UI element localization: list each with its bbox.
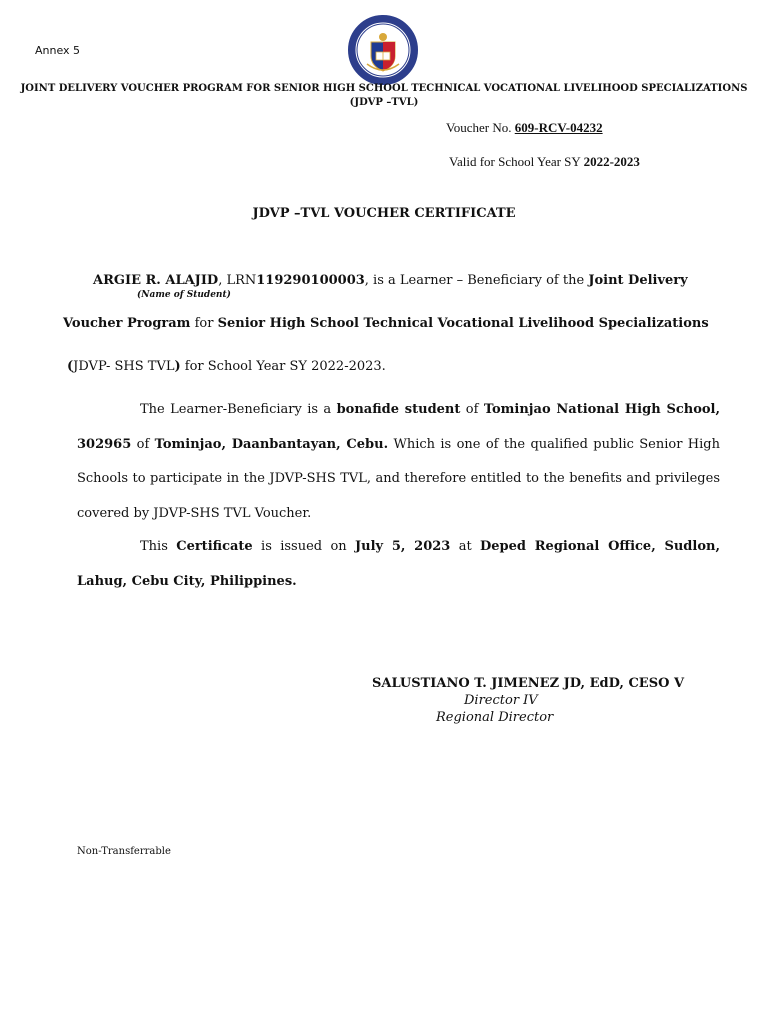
annex-label: Annex 5 — [35, 44, 81, 57]
issue-place: Deped Regional Office, Sudlon, Lahug, Cebu City, Philippines. — [77, 539, 720, 589]
program-name-c: Senior High School Technical Vocational Livelihood Specializations — [217, 316, 709, 331]
program-title — [0, 82, 768, 110]
para2-t5: at — [450, 539, 481, 554]
non-transferrable-note: Non-Transferrable — [77, 846, 171, 857]
para2-t2: Certificate — [176, 539, 253, 554]
para1-t2: bonafide student — [336, 402, 461, 417]
issuance-paragraph — [77, 530, 720, 599]
lrn-prefix: , LRN — [218, 273, 257, 288]
para2-t1: This — [140, 539, 177, 554]
signatory-title-1: Director IV — [464, 693, 538, 708]
abbrev-text: JDVP- SHS TVL — [73, 359, 175, 374]
deped-seal-icon — [347, 14, 419, 86]
para1-t1: The Learner-Beneficiary is a — [140, 402, 337, 417]
valid-school-year-line — [449, 154, 640, 170]
para1-t5: of — [131, 436, 155, 452]
learner-text-a: , is a Learner – Beneficiary of the — [364, 273, 589, 288]
voucher-number-line — [446, 120, 603, 136]
program-name-b: for — [190, 316, 218, 331]
program-title-line1: JOINT DELIVERY VOUCHER PROGRAM FOR SENIOR HIGH SCHOOL TECHNICAL VOCATIONAL LIVELIHOOD SPECIALIZATIONS — [20, 83, 748, 94]
beneficiary-paragraph — [77, 393, 720, 531]
signatory-name: SALUSTIANO T. JIMENEZ JD, EdD, CESO V — [372, 676, 685, 691]
abbrev-open: ( — [67, 359, 74, 374]
issue-date: July 5, 2023 — [355, 539, 451, 554]
name-caption: (Name of Student) — [137, 290, 231, 300]
valid-school-year-label: Valid for School Year SY — [449, 154, 584, 169]
learner-text-b: Joint Delivery — [588, 273, 688, 288]
valid-school-year: 2022-2023 — [583, 154, 640, 169]
program-name-a: Voucher Program — [63, 316, 191, 331]
program-abbrev-line — [67, 359, 386, 374]
student-name: ARGIE R. ALAJID — [93, 273, 219, 288]
signatory-title-2: Regional Director — [436, 710, 554, 725]
para2-t3: is issued on — [252, 539, 356, 554]
abbrev-rest: for School Year SY 2022-2023. — [180, 359, 386, 374]
para1-t7: Which is one of the qualified public Senior High Schools to participate in the JDVP-SHS TVL, and therefore entitled to the benefits and privileges covered by JDVP-SHS TVL Voucher. — [77, 436, 721, 521]
school-location: Tominjao, Daanbantayan, Cebu. — [154, 436, 389, 452]
voucher-number-label: Voucher No. — [446, 120, 515, 135]
lrn-number: 119290100003 — [256, 273, 365, 288]
program-line — [63, 316, 709, 331]
learner-line — [93, 273, 688, 288]
para1-t3: of — [460, 402, 484, 417]
school-name: Tominjao National High School, 302965 — [77, 402, 721, 452]
abbrev-close: ) — [174, 359, 181, 374]
program-title-line2: (JDVP –TVL) — [349, 97, 419, 108]
voucher-number: 609-RCV-04232 — [514, 120, 603, 135]
certificate-title: JDVP –TVL VOUCHER CERTIFICATE — [252, 206, 516, 221]
